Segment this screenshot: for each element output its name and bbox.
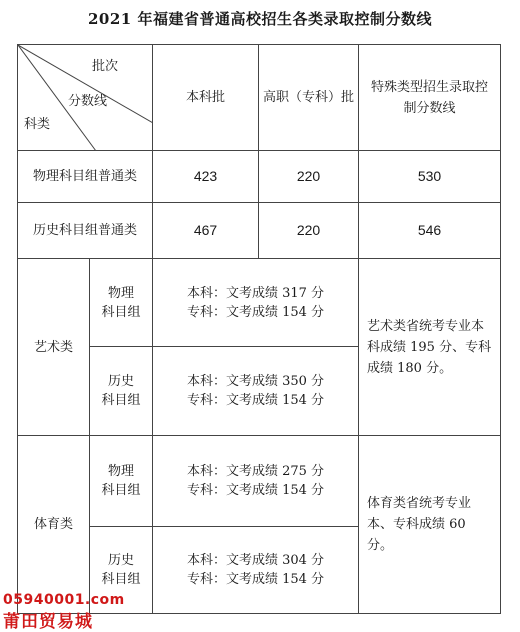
watermark-site-name: 莆田贸易城 — [3, 612, 93, 632]
table-row — [18, 259, 501, 347]
table-row — [18, 436, 501, 527]
score-physics-vocational: 220 — [259, 151, 359, 203]
arts-physics-vocational-line: 专科：文考成绩 154 分 — [186, 304, 325, 320]
sports-physics-subgroup-line2: 科目组 — [101, 483, 141, 498]
sports-physics-vocational-line: 专科：文考成绩 154 分 — [186, 483, 325, 498]
table-row — [18, 151, 501, 203]
arts-physics-undergrad-line: 本科：文考成绩 317 分 — [186, 285, 325, 301]
arts-history-subgroup — [90, 347, 153, 436]
arts-history-undergrad-line: 本科：文考成绩 350 分 — [186, 374, 325, 389]
arts-physics-subgroup-line1: 物理 — [107, 285, 134, 301]
header-score-label: 分数线 — [68, 94, 108, 109]
header-batch-label: 批次 — [92, 59, 119, 74]
sports-physics-undergrad-line: 本科：文考成绩 275 分 — [186, 464, 325, 479]
arts-physics-subgroup — [90, 259, 153, 347]
table-row — [18, 203, 501, 259]
row-label-physics: 物理科目组普通类 — [18, 151, 153, 203]
sports-physics-subgroup-line1: 物理 — [107, 464, 134, 479]
sports-physics-subgroup — [90, 436, 153, 527]
arts-note: 艺术类省统考专业本科成绩 195 分、专科成绩 180 分。 — [359, 259, 501, 436]
arts-physics-subgroup-line2: 科目组 — [101, 304, 141, 320]
col-header-vocational: 高职（专科）批 — [259, 45, 359, 151]
row-label-history: 历史科目组普通类 — [18, 203, 153, 259]
table-header-row — [18, 45, 501, 151]
arts-history-subgroup-line2: 科目组 — [101, 393, 141, 408]
sports-history-scores — [153, 527, 359, 614]
sports-history-undergrad-line: 本科：文考成绩 304 分 — [186, 553, 325, 568]
arts-history-vocational-line: 专科：文考成绩 154 分 — [186, 393, 325, 408]
arts-category-label: 艺术类 — [18, 259, 90, 436]
col-header-special: 特殊类型招生录取控制分数线 — [359, 45, 501, 151]
score-history-vocational: 220 — [259, 203, 359, 259]
sports-note: 体育类省统考专业本、专科成绩 60 分。 — [359, 436, 501, 614]
sports-history-subgroup-line1: 历史 — [107, 553, 134, 568]
arts-history-subgroup-line1: 历史 — [107, 374, 134, 389]
sports-category-label: 体育类 — [18, 436, 90, 614]
score-physics-special: 530 — [359, 151, 501, 203]
sports-physics-scores — [153, 436, 359, 527]
arts-physics-scores — [153, 259, 359, 347]
score-history-undergrad: 467 — [153, 203, 259, 259]
arts-history-scores — [153, 347, 359, 436]
score-table — [17, 44, 501, 614]
sports-history-subgroup-line2: 科目组 — [101, 572, 141, 587]
score-physics-undergrad: 423 — [153, 151, 259, 203]
header-subject-label: 科类 — [24, 117, 51, 132]
diagonal-header-cell — [18, 45, 153, 151]
page-title: 2021 年福建省普通高校招生各类录取控制分数线 — [88, 10, 432, 28]
watermark-url: 05940001.com — [3, 592, 125, 608]
sports-history-vocational-line: 专科：文考成绩 154 分 — [186, 572, 325, 587]
col-header-undergrad: 本科批 — [153, 45, 259, 151]
score-history-special: 546 — [359, 203, 501, 259]
watermark — [3, 592, 125, 632]
